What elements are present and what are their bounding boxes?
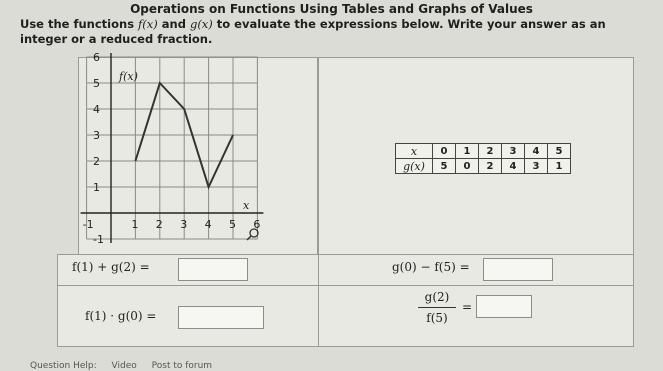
instructions-f: f(x) xyxy=(138,17,158,31)
g-value: 5 xyxy=(433,159,456,174)
x-tick-label: 5 xyxy=(229,218,236,231)
q4-numerator: g(2) xyxy=(424,290,450,304)
question-help-label: Question Help: xyxy=(30,361,97,371)
f-function-label: f(x) xyxy=(119,70,138,83)
y-tick-label: 4 xyxy=(93,103,100,116)
instructions-part2: to evaluate the expressions below. Write your answer as an integer or a reduced fraction. xyxy=(20,17,606,46)
y-tick-label: -1 xyxy=(93,233,104,246)
y-tick-label: 2 xyxy=(93,155,100,168)
q2-expression: g(0) − f(5) = xyxy=(392,260,470,274)
x-value: 5 xyxy=(548,144,571,159)
q4-denominator: f(5) xyxy=(426,311,448,325)
table-row-g xyxy=(396,159,571,174)
y-tick-label: 3 xyxy=(93,129,100,142)
x-tick-label: 1 xyxy=(131,218,139,231)
x-axis-label: x xyxy=(243,199,250,212)
table-row-x xyxy=(396,144,571,159)
y-tick-label: 6 xyxy=(93,51,100,64)
g-value: 4 xyxy=(502,159,525,174)
x-value: 1 xyxy=(456,144,479,159)
q3-answer-input[interactable] xyxy=(178,306,264,329)
g-value: 1 xyxy=(548,159,571,174)
x-tick-label: 3 xyxy=(180,218,188,231)
q4-fraction-bar xyxy=(418,307,456,308)
y-tick-label: 5 xyxy=(93,77,100,90)
x-tick-label: 6 xyxy=(253,218,261,231)
video-link[interactable]: Video xyxy=(111,361,137,371)
page-title: Operations on Functions Using Tables and Graphs of Values xyxy=(130,2,533,16)
instructions-g: g(x) xyxy=(189,17,213,31)
instructions-part1: Use the functions xyxy=(20,17,139,31)
g-value: 2 xyxy=(479,159,502,174)
g-value: 3 xyxy=(525,159,548,174)
x-value: 4 xyxy=(525,144,548,159)
instructions-and: and xyxy=(157,17,190,31)
x-value: 2 xyxy=(479,144,502,159)
q1-answer-input[interactable] xyxy=(178,258,248,281)
q4-equals: = xyxy=(462,300,473,314)
q4-answer-input[interactable] xyxy=(476,295,532,318)
x-value: 0 xyxy=(433,144,456,159)
x-tick-label: -1 xyxy=(82,218,94,231)
x-value: 3 xyxy=(502,144,525,159)
post-to-forum-link[interactable]: Post to forum xyxy=(151,361,213,371)
q2-answer-input[interactable] xyxy=(483,258,553,281)
x-tick-label: 2 xyxy=(155,218,163,231)
x-tick-label: 4 xyxy=(204,218,212,231)
g-function-table xyxy=(395,143,571,174)
g-value: 0 xyxy=(456,159,479,174)
q3-expression: f(1) · g(0) = xyxy=(85,309,157,323)
g-header: g(x) xyxy=(396,159,433,174)
q1-expression: f(1) + g(2) = xyxy=(72,260,150,274)
x-header: x xyxy=(396,144,433,159)
question-help-bar xyxy=(30,361,224,371)
y-tick-label: 1 xyxy=(93,181,100,194)
